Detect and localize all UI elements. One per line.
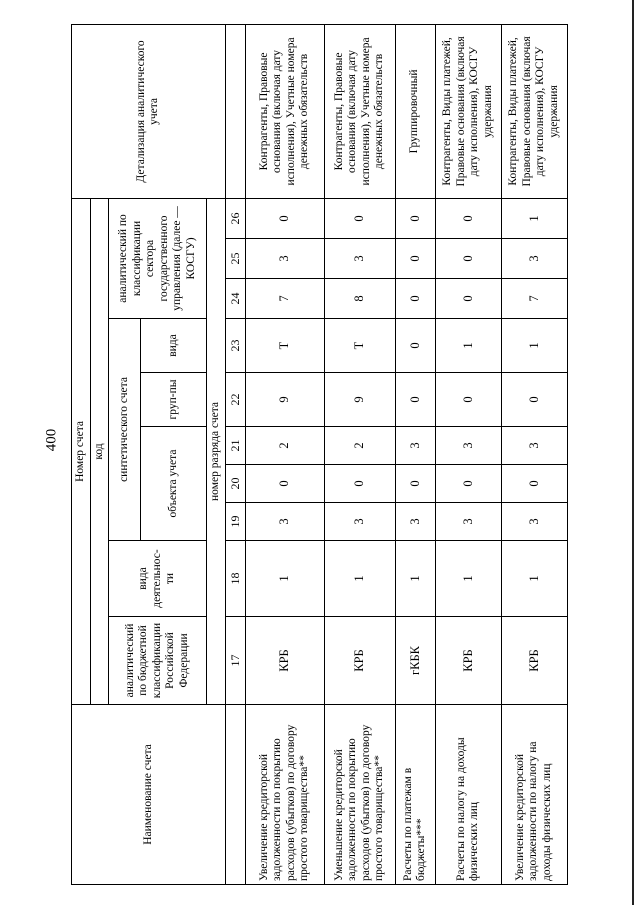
cell-25: 0	[435, 239, 501, 279]
cell-24: 0	[395, 279, 435, 319]
cell-23: 1	[501, 319, 567, 373]
header-detail: Детализация аналитического учета	[72, 24, 226, 198]
cell-25: 3	[245, 239, 324, 279]
cell-26: 0	[395, 198, 435, 238]
cell-22: 9	[324, 373, 395, 427]
cell-20: 0	[501, 465, 567, 503]
cell-22: 0	[501, 373, 567, 427]
page-number: 400	[43, 428, 60, 452]
cell-19: 3	[501, 503, 567, 541]
row-account-name: Расчеты по платежам в бюджеты***	[395, 705, 435, 885]
cell-17: КРБ	[501, 617, 567, 705]
cell-22: 0	[435, 373, 501, 427]
cell-18: 1	[324, 541, 395, 617]
cell-23: 1	[435, 319, 501, 373]
cell-24: 0	[435, 279, 501, 319]
cell-21: 2	[245, 427, 324, 465]
header-digit-24: 24	[225, 279, 245, 319]
header-code: код	[90, 198, 109, 704]
header-digit-19: 19	[225, 503, 245, 541]
cell-19: 3	[395, 503, 435, 541]
cell-26: 1	[501, 198, 567, 238]
header-digit-23: 23	[225, 319, 245, 373]
cell-21: 3	[501, 427, 567, 465]
cell-23: 0	[395, 319, 435, 373]
header-kind: вида	[141, 319, 207, 373]
cell-17: КРБ	[324, 617, 395, 705]
cell-24: 7	[245, 279, 324, 319]
cell-21: 3	[435, 427, 501, 465]
row-detail: Группировочный	[395, 24, 435, 198]
cell-26: 0	[245, 198, 324, 238]
header-synthetic-account: синтетического счета	[109, 319, 141, 541]
cell-20: 0	[245, 465, 324, 503]
cell-19: 3	[435, 503, 501, 541]
header-digit-number: номер разряда счета	[207, 198, 226, 704]
cell-23: Т	[245, 319, 324, 373]
row-account-name: Увеличение кредиторской задолженности по покрытию расходов (убытков) по договору простого товарищества**	[245, 705, 324, 885]
header-digit-22: 22	[225, 373, 245, 427]
rotated-table-container	[71, 25, 576, 885]
cell-24: 8	[324, 279, 395, 319]
cell-18: 1	[395, 541, 435, 617]
header-digit-blank-2	[225, 24, 245, 198]
cell-24: 7	[501, 279, 567, 319]
cell-25: 3	[324, 239, 395, 279]
cell-20: 0	[395, 465, 435, 503]
header-account-object: объекта учета	[141, 427, 207, 541]
accounts-table	[71, 24, 568, 885]
cell-17: КРБ	[435, 617, 501, 705]
table-row	[395, 24, 435, 884]
header-account-number: Номер счета	[72, 198, 91, 704]
table-row	[245, 24, 324, 884]
cell-18: 1	[245, 541, 324, 617]
cell-22: 9	[245, 373, 324, 427]
cell-18: 1	[501, 541, 567, 617]
cell-20: 0	[435, 465, 501, 503]
header-analytical-kosgu: аналитический по классификации сектора государственного управления (далее — КОСГУ)	[109, 198, 207, 318]
header-digit-25: 25	[225, 239, 245, 279]
table-row	[435, 24, 501, 884]
header-account-name: Наименование счета	[72, 705, 226, 885]
cell-21: 2	[324, 427, 395, 465]
row-detail: Контрагенты, Виды платежей, Правовые основания (включая дату исполнения), КОСГУ удержания	[435, 24, 501, 198]
scan-edge	[632, 0, 634, 905]
row-detail: Контрагенты, Правовые основания (включая дату исполнения), Учетные номера денежных обязательств	[245, 24, 324, 198]
table-row	[501, 24, 567, 884]
cell-22: 0	[395, 373, 435, 427]
row-account-name: Расчеты по налогу на доходы физических лиц	[435, 705, 501, 885]
header-digit-blank	[225, 705, 245, 885]
header-digit-26: 26	[225, 198, 245, 238]
row-account-name: Уменьшение кредиторской задолженности по покрытию расходов (убытков) по договору простого товарищества**	[324, 705, 395, 885]
cell-21: 3	[395, 427, 435, 465]
cell-19: 3	[324, 503, 395, 541]
cell-26: 0	[435, 198, 501, 238]
row-detail: Контрагенты, Правовые основания (включая дату исполнения), Учетные номера денежных обязательств	[324, 24, 395, 198]
cell-23: Т	[324, 319, 395, 373]
cell-19: 3	[245, 503, 324, 541]
header-group: груп-пы	[141, 373, 207, 427]
cell-18: 1	[435, 541, 501, 617]
cell-26: 0	[324, 198, 395, 238]
cell-20: 0	[324, 465, 395, 503]
header-digit-20: 20	[225, 465, 245, 503]
cell-25: 0	[395, 239, 435, 279]
header-digit-18: 18	[225, 541, 245, 617]
cell-17: КРБ	[245, 617, 324, 705]
cell-17: гКБК	[395, 617, 435, 705]
header-digit-21: 21	[225, 427, 245, 465]
row-detail: Контрагенты, Виды платежей, Правовые основания (включая дату исполнения), КОСГУ удержания	[501, 24, 567, 198]
table-row	[324, 24, 395, 884]
header-digit-17: 17	[225, 617, 245, 705]
cell-25: 3	[501, 239, 567, 279]
row-account-name: Увеличение кредиторской задолженности по налогу на доходы физических лиц	[501, 705, 567, 885]
header-activity-type: вида деятельнос-ти	[109, 541, 207, 617]
header-analytical-budget: аналитический по бюджетной классификации Российской Федерации	[109, 617, 207, 705]
